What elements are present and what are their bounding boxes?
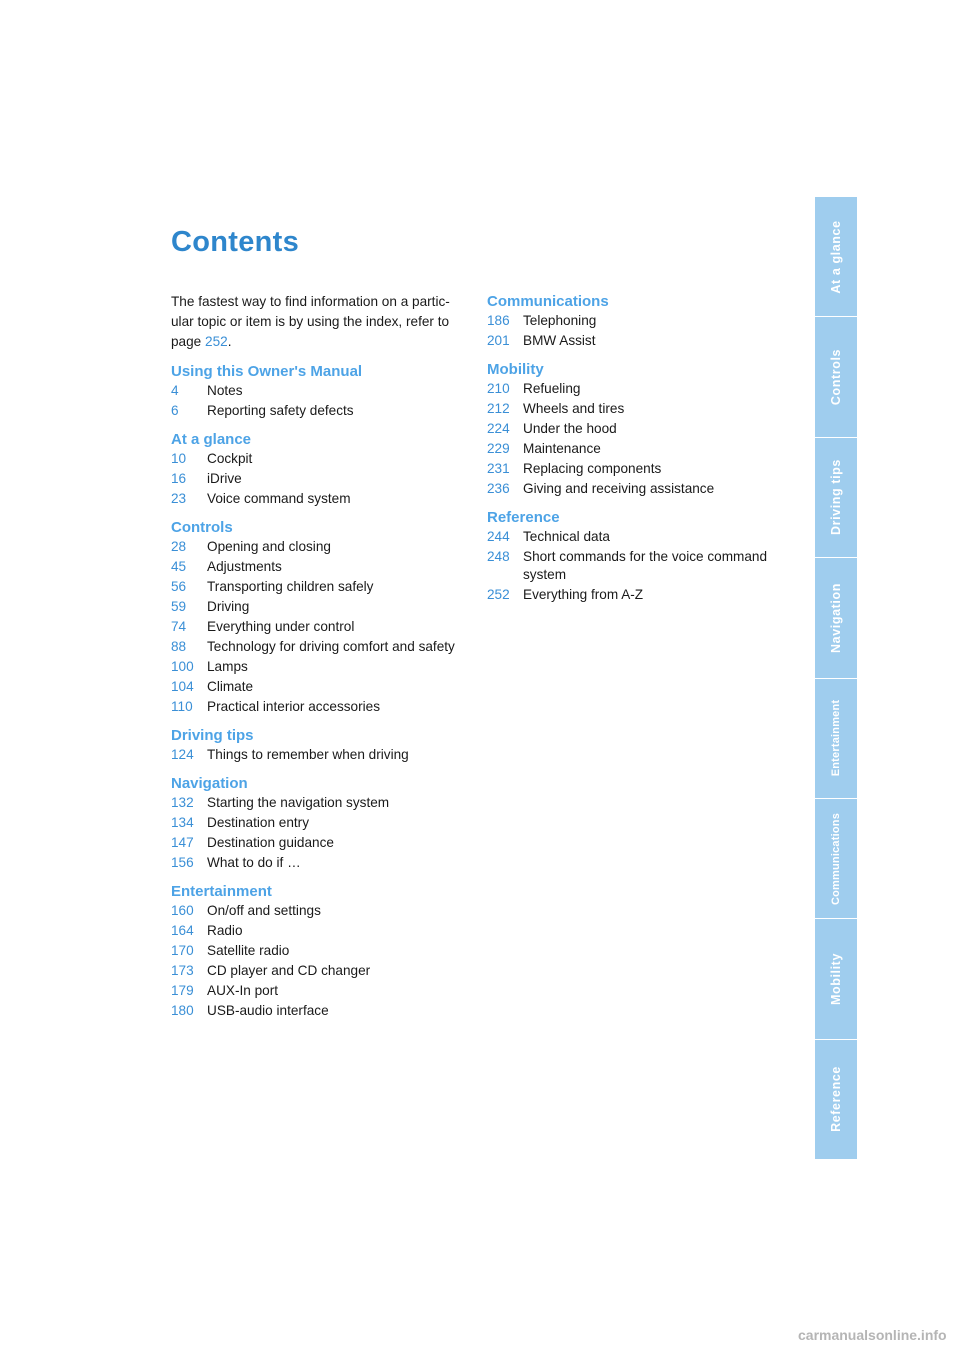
- toc-entry[interactable]: [171, 538, 471, 556]
- toc-entry-text: Driving: [207, 599, 250, 614]
- toc-entry-text: Cockpit: [207, 451, 253, 466]
- toc-entry-text: Refueling: [523, 381, 581, 396]
- toc-page-number[interactable]: 110: [171, 699, 193, 714]
- chapter-tab[interactable]: [815, 558, 857, 678]
- toc-entry[interactable]: [171, 746, 471, 764]
- toc-entry[interactable]: [171, 814, 471, 832]
- intro-page-link[interactable]: 252: [205, 334, 228, 349]
- toc-entry-text: Destination entry: [207, 815, 310, 830]
- section-title[interactable]: Reference: [487, 509, 560, 526]
- toc-entry[interactable]: [487, 460, 787, 478]
- toc-entry[interactable]: [487, 480, 787, 498]
- toc-page-number[interactable]: 179: [171, 983, 194, 998]
- chapter-tab[interactable]: [815, 197, 857, 317]
- toc-section: [487, 508, 787, 604]
- toc-entry-text: Technology for driving comfort and safety: [207, 639, 455, 654]
- toc-entry[interactable]: [487, 332, 787, 350]
- chapter-tab-label: Controls: [829, 348, 843, 406]
- toc-entry-text: CD player and CD changer: [207, 963, 371, 978]
- toc-column-right: [487, 292, 787, 614]
- toc-page-number[interactable]: 180: [171, 1003, 194, 1018]
- toc-page-number[interactable]: 10: [171, 451, 187, 466]
- toc-entry[interactable]: [487, 586, 787, 604]
- section-title[interactable]: Communications: [487, 293, 609, 310]
- toc-entry[interactable]: [171, 470, 471, 488]
- toc-entry-text: Practical interior accessories: [207, 699, 381, 714]
- toc-entry[interactable]: [487, 400, 787, 418]
- chapter-tab[interactable]: [815, 438, 857, 558]
- intro-paragraph: [171, 292, 467, 352]
- toc-page-number[interactable]: 229: [487, 441, 510, 456]
- toc-page-number[interactable]: 170: [171, 943, 194, 958]
- toc-entry-text: Everything from A-Z: [523, 587, 644, 602]
- watermark: carmanualsonline.info: [798, 1327, 947, 1343]
- toc-entry-text: Wheels and tires: [523, 401, 625, 416]
- toc-section: [171, 362, 471, 420]
- toc-entry-text: Opening and closing: [207, 539, 331, 554]
- toc-entry[interactable]: [171, 382, 471, 400]
- toc-entry-text: BMW Assist: [523, 333, 596, 348]
- toc-page-number[interactable]: 132: [171, 795, 194, 810]
- toc-entry-text: Maintenance: [523, 441, 601, 456]
- toc-entry[interactable]: [171, 794, 471, 812]
- toc-entry-text: Radio: [207, 923, 243, 938]
- toc-page-number[interactable]: 212: [487, 401, 510, 416]
- toc-entry[interactable]: [171, 698, 471, 716]
- toc-entry-text: Giving and receiving assistance: [523, 481, 715, 496]
- toc-entry[interactable]: [171, 618, 471, 636]
- chapter-tab-label: Navigation: [829, 582, 843, 653]
- toc-entry-text: Things to remember when driving: [207, 747, 409, 762]
- toc-entry[interactable]: [171, 402, 471, 420]
- toc-page-number[interactable]: 224: [487, 421, 510, 436]
- chapter-tab[interactable]: [815, 919, 857, 1039]
- toc-entry-text: What to do if …: [207, 855, 301, 870]
- toc-page-number[interactable]: 88: [171, 639, 187, 654]
- toc-page-number[interactable]: 45: [171, 559, 187, 574]
- intro-text: The fastest way to find information on a partic-ular topic or item is by using the index, refer to page: [171, 294, 450, 349]
- toc-entry[interactable]: [171, 834, 471, 852]
- toc-entry[interactable]: [171, 1002, 471, 1020]
- chapter-tab[interactable]: [815, 1040, 857, 1160]
- chapter-tab-label: Entertainment: [830, 699, 842, 777]
- toc-page-number[interactable]: 156: [171, 855, 194, 870]
- toc-page-number[interactable]: 252: [487, 587, 510, 602]
- toc-entry-text: Telephoning: [523, 313, 597, 328]
- toc-entry[interactable]: [171, 578, 471, 596]
- toc-page-number[interactable]: 56: [171, 579, 187, 594]
- chapter-tab[interactable]: [815, 799, 857, 919]
- toc-entry[interactable]: [171, 490, 471, 508]
- toc-entry[interactable]: [171, 678, 471, 696]
- section-title[interactable]: Controls: [171, 519, 233, 536]
- intro-end: .: [227, 334, 232, 349]
- toc-entry-text: USB-audio interface: [207, 1003, 329, 1018]
- toc-entry[interactable]: [171, 598, 471, 616]
- toc-page-number[interactable]: 74: [171, 619, 187, 634]
- toc-entry-text: On/off and settings: [207, 903, 321, 918]
- toc-entry[interactable]: [171, 854, 471, 872]
- toc-page-number[interactable]: 104: [171, 679, 194, 694]
- toc-page-number[interactable]: 210: [487, 381, 510, 396]
- toc-entry[interactable]: [487, 548, 787, 584]
- toc-entry[interactable]: [171, 450, 471, 468]
- toc-entry-text: Transporting children safely: [207, 579, 374, 594]
- toc-entry-text: iDrive: [207, 471, 242, 486]
- toc-entry-text: Technical data: [523, 529, 610, 544]
- toc-entry[interactable]: [171, 558, 471, 576]
- toc-entry-text: Under the hood: [523, 421, 617, 436]
- toc-section: [171, 430, 471, 508]
- toc-entry-text: Everything under control: [207, 619, 355, 634]
- toc-entry[interactable]: [171, 922, 471, 940]
- toc-page-number[interactable]: 231: [487, 461, 510, 476]
- toc-entry[interactable]: [487, 312, 787, 330]
- toc-page-number[interactable]: 244: [487, 529, 510, 544]
- toc-entry[interactable]: [171, 902, 471, 920]
- toc-page-number[interactable]: 16: [171, 471, 187, 486]
- toc-entry[interactable]: [487, 420, 787, 438]
- section-title[interactable]: At a glance: [171, 431, 252, 448]
- toc-entry-text: Reporting safety defects: [207, 403, 354, 418]
- toc-page-number[interactable]: 4: [171, 383, 179, 398]
- toc-page-number[interactable]: 201: [487, 333, 510, 348]
- toc-entry[interactable]: [487, 440, 787, 458]
- toc-entry[interactable]: [171, 638, 471, 656]
- toc-entry-text: Short commands for the voice command system: [523, 549, 768, 582]
- section-title[interactable]: Entertainment: [171, 883, 272, 900]
- toc-entry[interactable]: [171, 962, 471, 980]
- toc-section: [171, 518, 471, 716]
- toc-page-number[interactable]: 100: [171, 659, 194, 674]
- chapter-tab-label: Driving tips: [829, 459, 843, 536]
- chapter-tab[interactable]: [815, 317, 857, 437]
- toc-section: [171, 726, 471, 764]
- toc-entry-text: Replacing components: [523, 461, 662, 476]
- chapter-tab[interactable]: [815, 679, 857, 799]
- toc-page-number[interactable]: 236: [487, 481, 510, 496]
- toc-page-number[interactable]: 186: [487, 313, 510, 328]
- toc-section: [171, 882, 471, 1020]
- chapter-tab-bar: [815, 197, 857, 1160]
- toc-entry-text: Destination guidance: [207, 835, 334, 850]
- toc-page-number[interactable]: 23: [171, 491, 187, 506]
- toc-page-number[interactable]: 59: [171, 599, 187, 614]
- toc-page-number[interactable]: 160: [171, 903, 194, 918]
- section-title[interactable]: Using this Owner's Manual: [171, 363, 363, 380]
- chapter-tab-label: Reference: [829, 1066, 843, 1133]
- toc-page-number[interactable]: 147: [171, 835, 194, 850]
- toc-section: [487, 292, 787, 350]
- toc-entry-text: Adjustments: [207, 559, 282, 574]
- toc-page-number[interactable]: 28: [171, 539, 187, 554]
- toc-entry-text: Climate: [207, 679, 254, 694]
- toc-page-number[interactable]: 164: [171, 923, 194, 938]
- toc-entry[interactable]: [171, 982, 471, 1000]
- toc-section: [171, 774, 471, 872]
- toc-page-number[interactable]: 124: [171, 747, 194, 762]
- toc-entry[interactable]: [487, 528, 787, 546]
- toc-entry-text: Starting the navigation system: [207, 795, 390, 810]
- toc-entry[interactable]: [171, 658, 471, 676]
- toc-entry-text: Notes: [207, 383, 243, 398]
- toc-column-left: [171, 362, 471, 1030]
- toc-page-number[interactable]: 248: [487, 549, 510, 564]
- toc-page-number[interactable]: 173: [171, 963, 194, 978]
- toc-entry-text: Voice command system: [207, 491, 351, 506]
- section-title[interactable]: Driving tips: [171, 727, 254, 744]
- toc-entry[interactable]: [487, 380, 787, 398]
- toc-page-number[interactable]: 134: [171, 815, 194, 830]
- toc-entry[interactable]: [171, 942, 471, 960]
- toc-entry-text: AUX-In port: [207, 983, 279, 998]
- toc-section: [487, 360, 787, 498]
- section-title[interactable]: Navigation: [171, 775, 248, 792]
- chapter-tab-label: At a glance: [829, 220, 843, 294]
- chapter-tab-label: Mobility: [829, 952, 843, 1005]
- chapter-tab-label: Communications: [830, 812, 842, 905]
- toc-entry-text: Satellite radio: [207, 943, 290, 958]
- page-title: Contents: [171, 226, 300, 258]
- toc-page-number[interactable]: 6: [171, 403, 179, 418]
- section-title[interactable]: Mobility: [487, 361, 544, 378]
- toc-entry-text: Lamps: [207, 659, 248, 674]
